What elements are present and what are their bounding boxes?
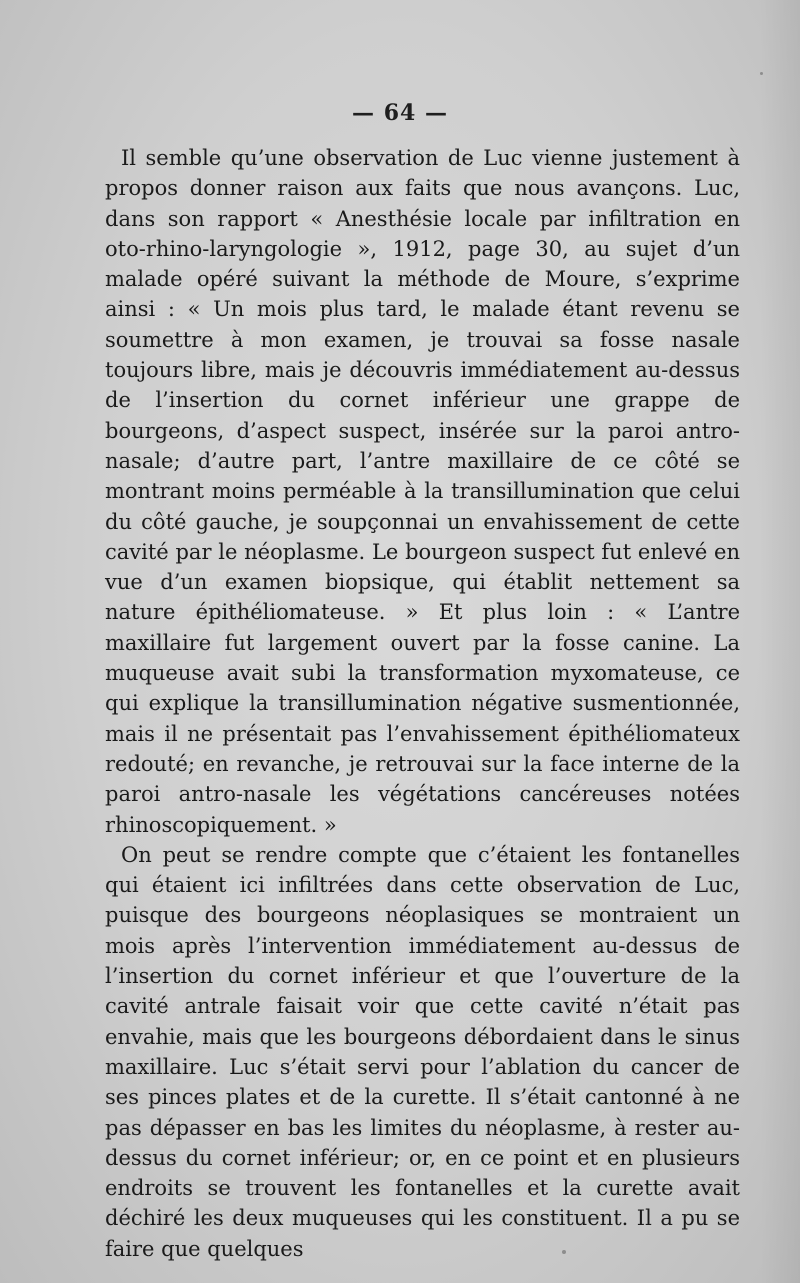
page-number: — 64 —	[352, 100, 448, 126]
page-edge-shadow	[760, 0, 800, 1283]
page-text	[105, 143, 740, 1264]
paper-speck	[760, 72, 763, 75]
paragraph-1: Il semble qu’une observation de Luc vienne justement à propos donner raison aux faits que nous avançons. Luc, dans son rapport « Anesthésie locale par infiltration en oto-rhino-laryngologie », 1912, page 30, au sujet d’un malade opéré suivant la méthode de Moure, s’exprime ainsi : « Un mois plus tard, le malade étant revenu se soumettre à mon examen, je trouvai sa fosse nasale toujours libre, mais je découvris immédiatement au-dessus de l’insertion du cornet inférieur une grappe de bourgeons, d’aspect suspect, insérée sur la paroi antro-nasale; d’autre part, l’antre maxillaire de ce côté se montrant moins perméable à la transillumination que celui du côté gauche, je soupçonnai un envahissement de cette cavité par le néoplasme. Le bourgeon suspect fut enlevé en vue d’un examen biopsique, qui établit nettement sa nature épithéliomateuse. » Et plus loin : « L’antre maxillaire fut largement ouvert par la fosse canine. La muqueuse avait subi la transformation myxomateuse, ce qui explique la transillumination négative susmentionnée, mais il ne présentait pas l’envahissement épithéliomateux redouté; en revanche, je retrouvai sur la face interne de la paroi antro-nasale les végétations cancéreuses notées rhinoscopiquement. »	[105, 146, 740, 837]
paragraph-2: On peut se rendre compte que c’étaient les fontanelles qui étaient ici infiltrées dans cette observation de Luc, puisque des bourgeons néoplasiques se montraient un mois après l’intervention immédiatement au-dessus de l’insertion du cornet inférieur et que l’ouverture de la cavité antrale faisait voir que cette cavité n’était pas envahie, mais que les bourgeons débordaient dans le sinus maxillaire. Luc s’était servi pour l’ablation du cancer de ses pinces plates et de la curette. Il s’était cantonné à ne pas dépasser en bas les limites du néoplasme, à rester au-dessus du cornet inférieur; or, en ce point et en plusieurs endroits se trouvent les fontanelles et la curette avait déchiré les deux muqueuses qui les constituent. Il a pu se faire que quelques	[105, 842, 740, 1261]
paper-speck	[562, 1250, 566, 1254]
